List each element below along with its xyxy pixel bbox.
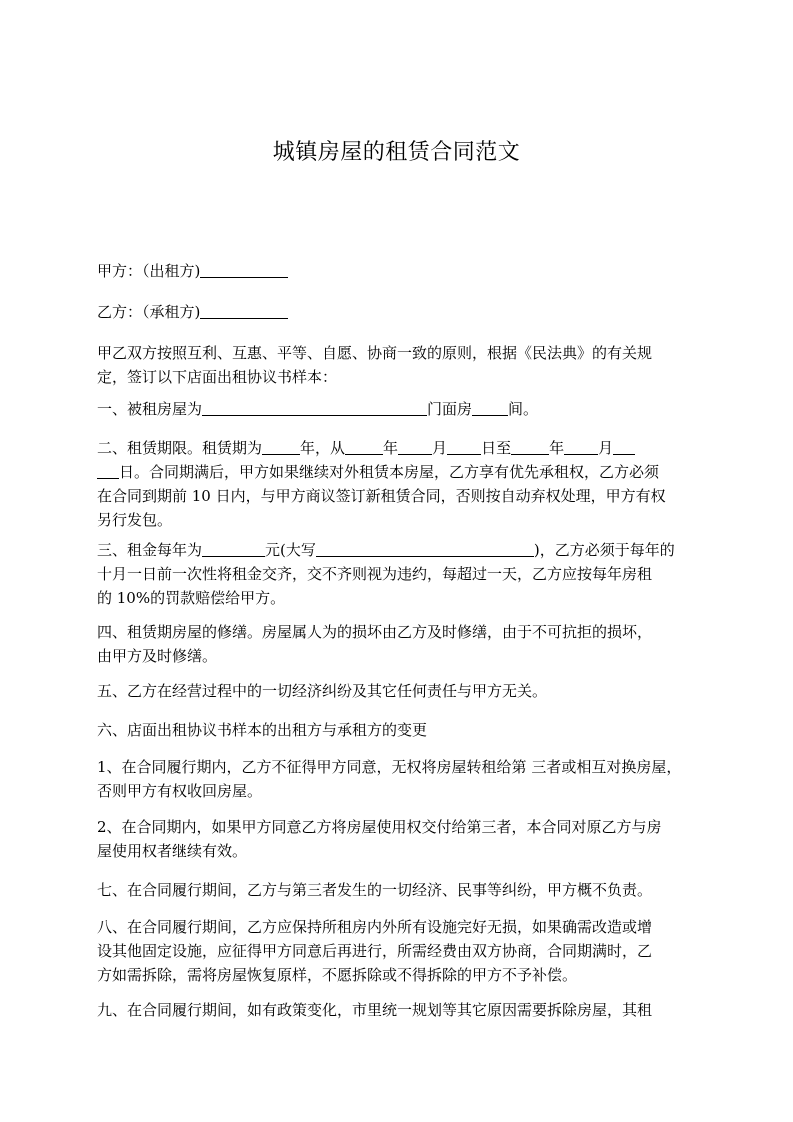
clause-1-paragraph [97, 397, 717, 421]
party-a-paragraph [97, 259, 717, 283]
text-line [97, 538, 717, 562]
text-line: 屋使用权者继续有效。 [97, 842, 248, 860]
text-line: 定，签订以下店面出租协议书样本： [97, 368, 338, 386]
years-blank [262, 438, 300, 455]
property-blank [202, 399, 427, 416]
text-line: 八、在合同履行期间，乙方应保持所租房内外所有设施完好无损，如果确需改造或增 [97, 918, 653, 936]
start-year-blank [345, 438, 383, 455]
clause-text: 月 [598, 439, 614, 457]
clause-text: )，乙方必须于每年的 [533, 541, 675, 559]
text-line [97, 397, 717, 421]
start-month-blank [398, 438, 432, 455]
room-count-blank [472, 399, 508, 416]
clause-6-2-paragraph [97, 815, 717, 863]
clause-text: 日至 [481, 439, 512, 457]
clause-text: 年 [383, 439, 399, 457]
party-a-label: 甲方：（出租方) [97, 262, 201, 280]
document-title: 城镇房屋的租赁合同范文 [272, 140, 521, 165]
text-line: 设其他固定设施，应征得甲方同意后再进行，所需经费由双方协商，合同期满时，乙 [97, 942, 653, 960]
text-line [97, 300, 717, 324]
end-day-blank-cont [97, 462, 119, 479]
clause-8-paragraph [97, 915, 717, 987]
clause-text: 间。 [508, 400, 539, 418]
text-line: 在合同到期前 10 日内，与甲方商议签订新租赁合同，否则按自动弃权处理，甲方有权 [97, 487, 666, 505]
rent-amount-blank [202, 540, 265, 557]
end-year-blank [511, 438, 549, 455]
text-line: 六、店面出租协议书样本的出租方与承租方的变更 [97, 721, 428, 739]
clause-6-paragraph [97, 718, 717, 742]
text-line: 五、乙方在经营过程中的一切经济纠纷及其它任何责任与甲方无关。 [97, 682, 548, 700]
text-line: 由甲方及时修缮。 [97, 647, 218, 665]
clause-7-paragraph [97, 878, 717, 902]
text-line: 十月一日前一次性将租金交齐，交不齐则视为违约，每超过一天，乙方应按每年房租 [97, 565, 653, 583]
text-line [97, 460, 717, 484]
rent-words-blank [316, 540, 534, 557]
end-day-blank [613, 438, 635, 455]
text-line: 1、在合同履行期内，乙方不征得甲方同意，无权将房屋转租给第 三者或相互对换房屋， [97, 758, 682, 776]
text-line [97, 259, 717, 283]
start-day-blank [447, 438, 481, 455]
preamble-paragraph [97, 341, 717, 389]
clause-4-paragraph [97, 620, 717, 668]
party-b-label: 乙方：（承租方) [97, 303, 201, 321]
clause-text: 年 [549, 439, 565, 457]
clause-text: 一、被租房屋为 [97, 400, 203, 418]
text-line [97, 436, 717, 460]
party-a-blank [200, 261, 288, 278]
clause-text: 二、租赁期限。租赁期为 [97, 439, 263, 457]
text-line: 甲乙双方按照互利、互惠、平等、自愿、协商一致的原则，根据《民法典》的有关规 [97, 344, 653, 362]
clause-text: 三、租金每年为 [97, 541, 203, 559]
text-line: 九、在合同履行期间，如有政策变化，市里统一规划等其它原因需要拆除房屋，其租 [97, 1001, 653, 1019]
text-line: 四、租赁期房屋的修缮。房屋属人为的损坏由乙方及时修缮，由于不可抗拒的损坏， [97, 623, 653, 641]
clause-5-paragraph [97, 679, 717, 703]
party-b-paragraph [97, 300, 717, 324]
text-line: 否则甲方有权收回房屋。 [97, 782, 263, 800]
clause-text: 门面房 [427, 400, 473, 418]
clause-6-1-paragraph [97, 755, 717, 803]
text-line: 方如需拆除，需将房屋恢复原样，不愿拆除或不得拆除的甲方不予补偿。 [97, 966, 578, 984]
text-line: 另行发包。 [97, 511, 173, 529]
clause-text: 月 [432, 439, 448, 457]
clause-text: 元(大写 [265, 541, 316, 559]
text-line: 2、在合同期内，如果甲方同意乙方将房屋使用权交付给第三者，本合同对原乙方与房 [97, 818, 662, 836]
clause-text: 年，从 [300, 439, 346, 457]
party-b-blank [200, 302, 288, 319]
clause-text: 日。合同期满后，甲方如果继续对外租赁本房屋，乙方享有优先承租权，乙方必须 [119, 463, 660, 481]
clause-2-paragraph [97, 436, 717, 532]
text-line: 七、在合同履行期间，乙方与第三者发生的一切经济、民事等纠纷，甲方概不负责。 [97, 881, 653, 899]
clause-3-paragraph [97, 538, 717, 610]
text-line: 的 10%的罚款赔偿给甲方。 [97, 589, 286, 607]
end-month-blank [564, 438, 598, 455]
clause-9-paragraph [97, 998, 717, 1022]
